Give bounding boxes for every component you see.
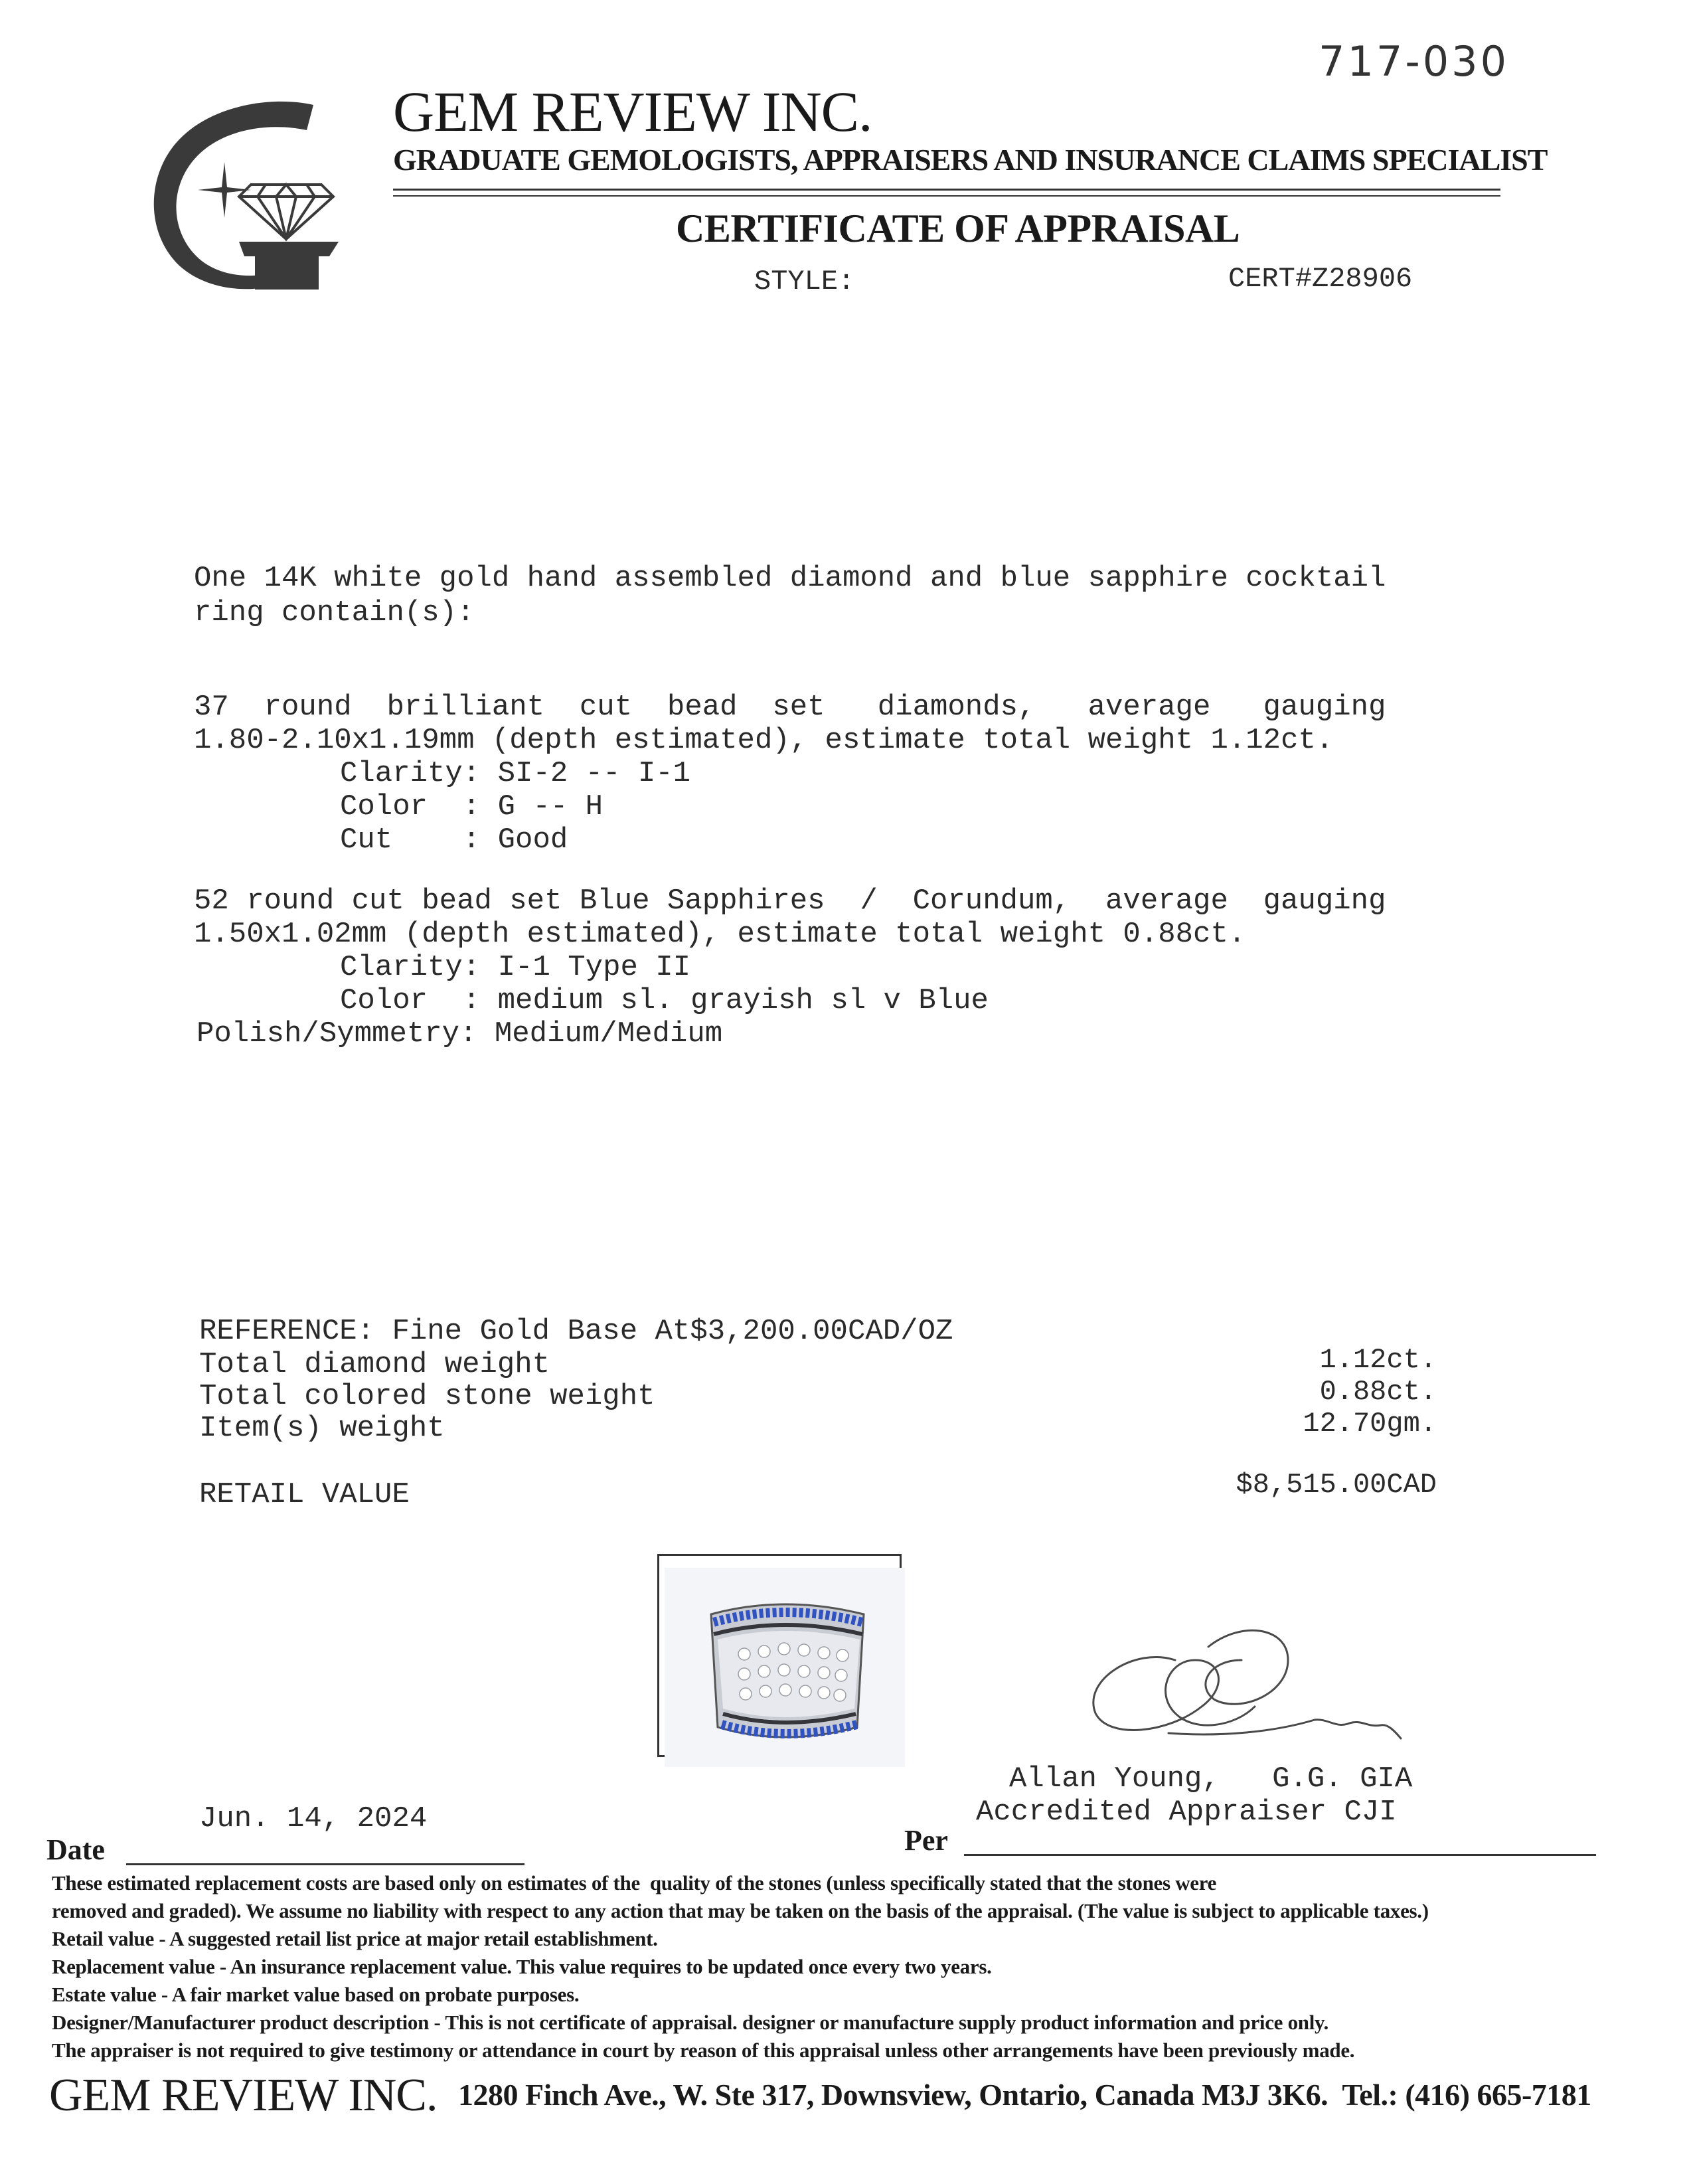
diamond-cut: Cut : Good (340, 823, 568, 857)
diamond-clarity: Clarity: SI-2 -- I-1 (340, 757, 691, 790)
sapphire-spec-line: 52 round cut bead set Blue Sapphires / Corundum, average gauging (194, 884, 1386, 918)
diamond-color: Color : G -- H (340, 790, 603, 823)
note-line: Replacement value - An insurance replacement value. This value requires to be updated once every two years. (52, 1955, 992, 1978)
polish-symmetry: Polish/Symmetry: Medium/Medium (197, 1017, 723, 1050)
sapphire-color: Color : medium sl. grayish sl v Blue (340, 984, 989, 1017)
ring-photo-icon (665, 1568, 905, 1767)
total-diamond-weight-value: 1.12ct. (1319, 1344, 1437, 1376)
total-colored-stone-weight-value: 0.88ct. (1319, 1376, 1437, 1408)
item-weight-value: 12.70gm. (1303, 1408, 1437, 1440)
total-diamond-weight-label: Total diamond weight (199, 1348, 550, 1381)
note-line: Estate value - A fair market value based on probate purposes. (52, 1983, 580, 2006)
date-label: Date (46, 1833, 105, 1866)
item-weight-label: Item(s) weight (199, 1412, 445, 1445)
signature-icon (1076, 1620, 1447, 1753)
retail-value-amount: $8,515.00CAD (1236, 1469, 1437, 1501)
company-tagline: GRADUATE GEMOLOGISTS, APPRAISERS AND INSURANCE CLAIMS SPECIALIST (393, 143, 1548, 177)
header-rule (393, 189, 1500, 191)
cert-number: CERT#Z28906 (1228, 263, 1413, 295)
date-value: Jun. 14, 2024 (199, 1802, 428, 1835)
ring-photo (657, 1554, 902, 1757)
handwritten-code: 717-030 (1319, 37, 1510, 86)
note-line: Retail value - A suggested retail list price at major retail establishment. (52, 1927, 658, 1950)
per-label: Per (904, 1824, 948, 1857)
company-name: GEM REVIEW INC. (393, 80, 872, 143)
sapphire-clarity: Clarity: I-1 Type II (340, 951, 691, 984)
reference-base: REFERENCE: Fine Gold Base At$3,200.00CAD/OZ (199, 1315, 953, 1348)
retail-value-label: RETAIL VALUE (199, 1478, 410, 1511)
description-line: One 14K white gold hand assembled diamond and blue sapphire cocktail (194, 562, 1386, 595)
g-diamond-logo-icon (139, 100, 352, 292)
appraiser-name: Allan Young, G.G. GIA (1009, 1762, 1413, 1796)
diamond-spec-line: 1.80-2.10x1.19mm (depth estimated), estimate total weight 1.12ct. (194, 724, 1334, 757)
document-title: CERTIFICATE OF APPRAISAL (676, 207, 1240, 250)
note-line: Designer/Manufacturer product description - This is not certificate of appraisal. designer or manufacture supply product information and price only. (52, 2011, 1328, 2034)
sapphire-spec-line: 1.50x1.02mm (depth estimated), estimate total weight 0.88ct. (194, 918, 1246, 951)
note-line: These estimated replacement costs are based only on estimates of the quality of the stones (unless specifically stated that the stones were (52, 1871, 1217, 1894)
header-rule (393, 195, 1500, 197)
footer-address: 1280 Finch Ave., W. Ste 317, Downsview, Ontario, Canada M3J 3K6. Tel.: (416) 665-7181 (458, 2078, 1591, 2112)
note-line: The appraiser is not required to give testimony or attendance in court by reason of this appraisal unless other arrangements have been previously made. (52, 2039, 1355, 2062)
total-colored-stone-weight-label: Total colored stone weight (199, 1380, 655, 1413)
appraiser-title: Accredited Appraiser CJI (976, 1796, 1397, 1829)
footer-company-name: GEM REVIEW INC. (49, 2070, 438, 2121)
per-line (964, 1854, 1596, 1856)
description-line: ring contain(s): (194, 596, 475, 630)
note-line: removed and graded). We assume no liability with respect to any action that may be taken on the basis of the appraisal. (The value is subject to applicable taxes.) (52, 1899, 1429, 1922)
diamond-spec-line: 37 round brilliant cut bead set diamonds, average gauging (194, 691, 1386, 724)
date-line (126, 1863, 524, 1865)
style-label: STYLE: (754, 266, 855, 297)
